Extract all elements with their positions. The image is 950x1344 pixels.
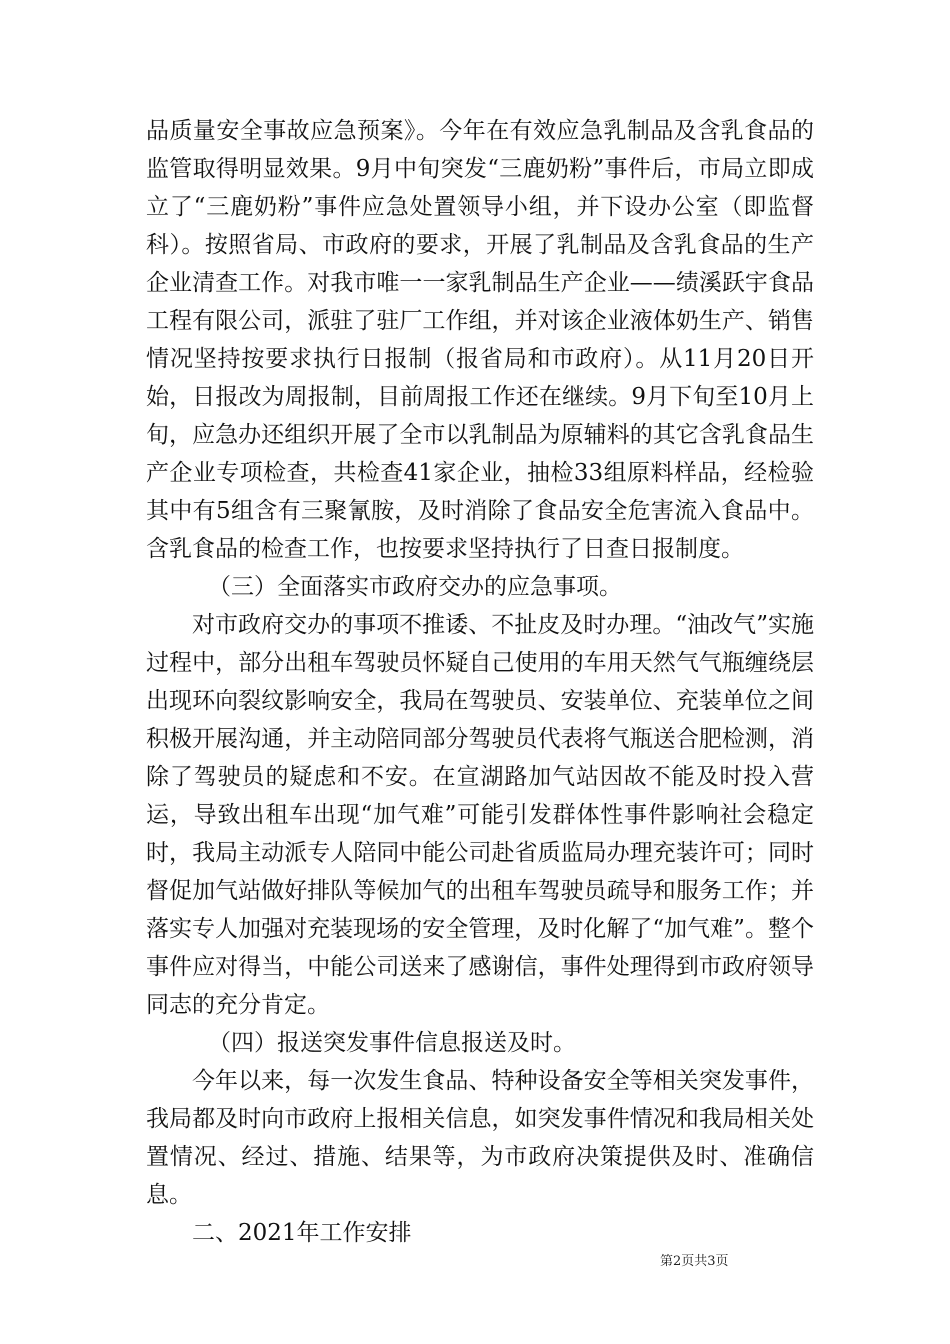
section-heading-four: （四）报送突发事件信息报送及时。 bbox=[208, 1030, 576, 1056]
document-body bbox=[146, 112, 814, 1252]
paragraph-government-tasks: 对市政府交办的事项不推诿、不扯皮及时办理。“油改气”实施过程中，部分出租车驾驶员怀疑自己使用的车用天然气气瓶缠绕层出现环向裂纹影响安全，我局在驾驶员、安装单位、充装单位之间积极开展沟通，并主动陪同部分驾驶员代表将气瓶送合肥检测，消除了驾驶员的疑虑和不安。在宣湖路加气站因故不能及时投入营运，导致出租车出现“加气难”可能引发群体性事件影响社会稳定时，我局主动派专人陪同中能公司赴省质监局办理充装许可；同时督促加气站做好排队等候加气的出租车驾驶员疏导和服务工作；并落实专人加强对充装现场的安全管理，及时化解了“加气难”。整个事件应对得当，中能公司送来了感谢信，事件处理得到市政府领导同志的充分肯定。 bbox=[146, 612, 814, 1018]
paragraph-incident-reporting: 今年以来，每一次发生食品、特种设备安全等相关突发事件，我局都及时向市政府上报相关信息，如突发事件情况和我局相关处置情况、经过、措施、结果等，为市政府决策提供及时、准确信息。 bbox=[146, 1068, 814, 1208]
section-heading-work-plan: 二、2021年工作安排 bbox=[192, 1220, 412, 1246]
section-heading-three: （三）全面落实市政府交办的应急事项。 bbox=[208, 574, 622, 600]
page-number-footer: 第2页共3页 bbox=[660, 1254, 729, 1269]
paragraph-milk-supervision: 品质量安全事故应急预案》。今年在有效应急乳制品及含乳食品的监管取得明显效果。9月中旬突发“三鹿奶粉”事件后，市局立即成立了“三鹿奶粉”事件应急处置领导小组，并下设办公室（即监督科）。按照省局、市政府的要求，开展了乳制品及含乳食品的生产企业清查工作。对我市唯一一家乳制品生产企业——绩溪跃宇食品工程有限公司，派驻了驻厂工作组，并对该企业液体奶生产、销售情况坚持按要求执行日报制（报省局和市政府）。从11月20日开始，日报改为周报制，目前周报工作还在继续。9月下旬至10月上旬，应急办还组织开展了全市以乳制品为原辅料的其它含乳食品生产企业专项检查，共检查41家企业，抽检33组原料样品，经检验其中有5组含有三聚氰胺，及时消除了食品安全危害流入食品中。含乳食品的检查工作，也按要求坚持执行了日查日报制度。 bbox=[146, 118, 814, 562]
